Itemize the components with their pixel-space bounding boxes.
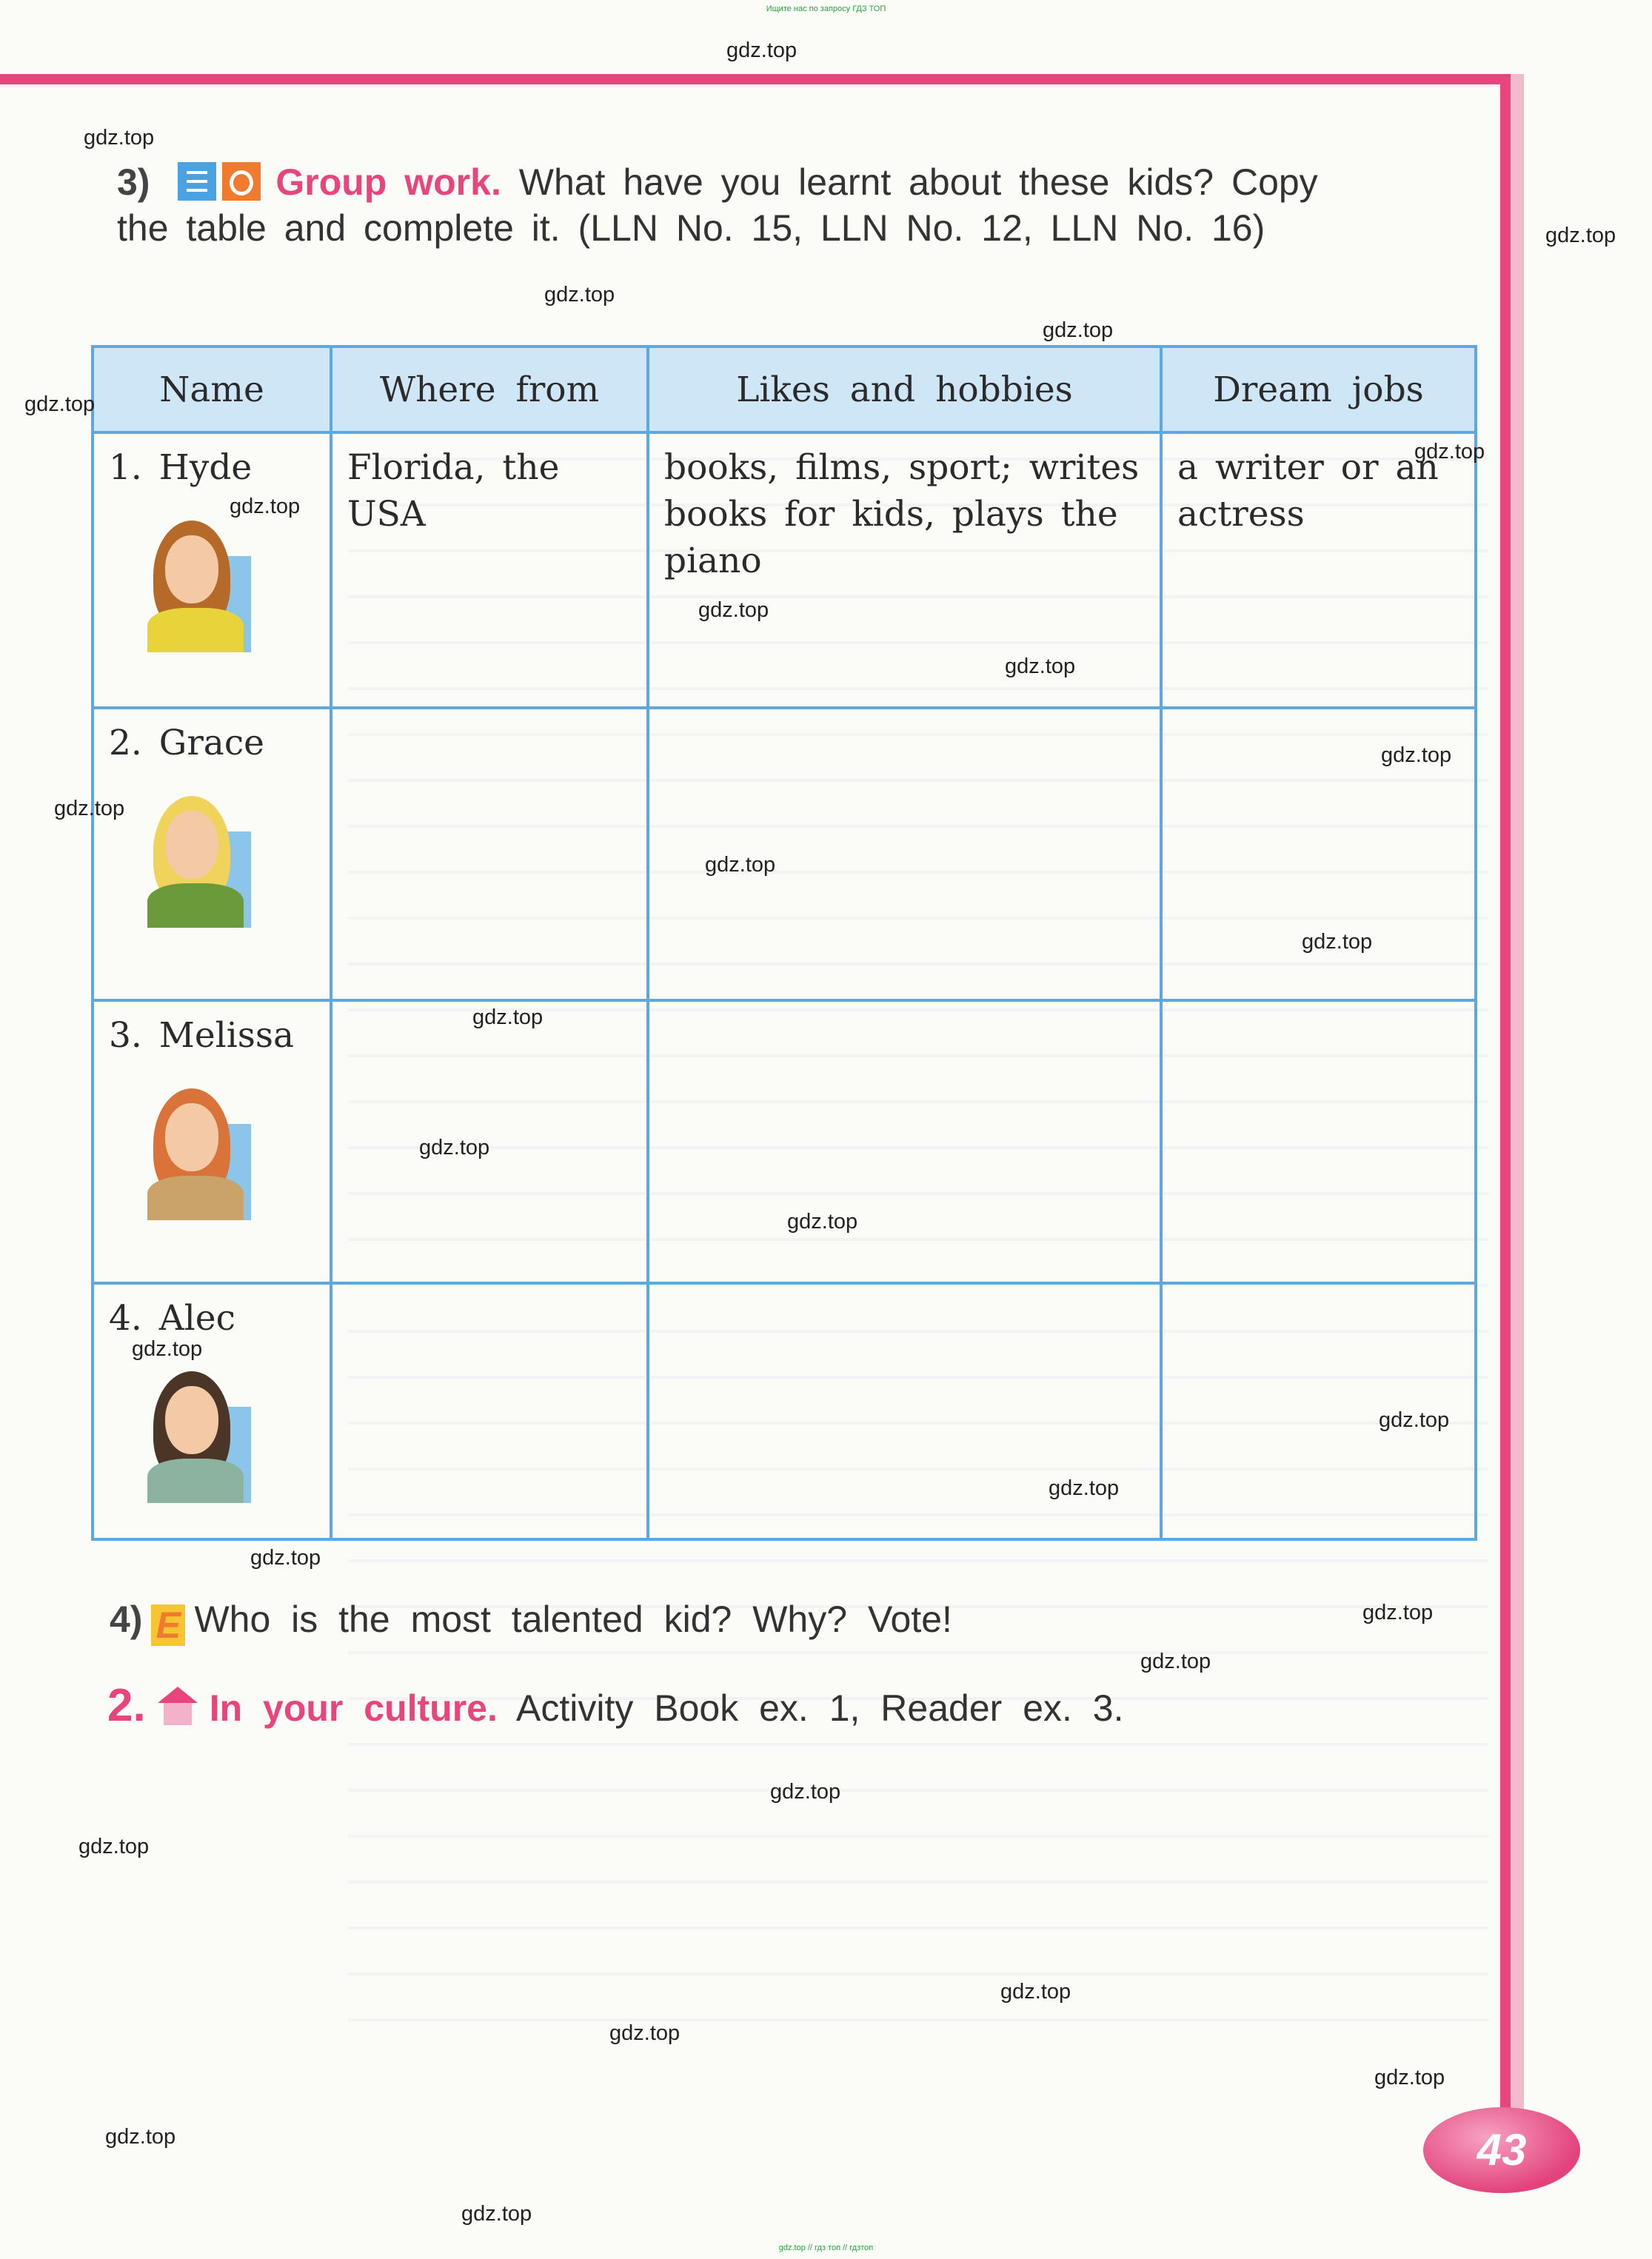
watermark: gdz.top — [1005, 655, 1076, 678]
task-2 — [107, 1679, 1123, 1732]
watermark: gdz.top — [705, 853, 776, 877]
watermark: gdz.top — [1302, 930, 1373, 954]
cell-dream-job — [1161, 1000, 1476, 1283]
watermark: gdz.top — [1379, 1408, 1450, 1432]
watermark: gdz.top — [250, 1546, 321, 1570]
cell-name — [93, 1283, 331, 1539]
cell-where-from — [331, 708, 648, 1000]
write-icon — [222, 162, 261, 201]
kid-portrait-hyde — [140, 504, 251, 652]
page-frame-top — [0, 74, 1511, 84]
kid-name: 2. Grace — [109, 723, 264, 763]
watermark: gdz.top — [132, 1337, 203, 1361]
watermark: gdz.top — [1000, 1980, 1071, 2004]
task-3-text: What have you learnt about these kids? Copy the table and complete it. (LLN No. 15, LLN No. 12, LLN No. 16) — [117, 161, 1318, 249]
task-4-number: 4) — [110, 1599, 143, 1640]
page-frame-shadow — [1511, 74, 1524, 2147]
extension-icon: E — [151, 1604, 185, 1646]
kid-name: 3. Melissa — [109, 1015, 295, 1056]
watermark: gdz.top — [1545, 224, 1616, 247]
watermark: gdz.top — [726, 39, 797, 62]
watermark: gdz.top — [54, 797, 125, 820]
header-likes-hobbies: Likes and hobbies — [648, 347, 1161, 432]
watermark: gdz.top — [461, 2202, 532, 2226]
watermark: gdz.top — [1043, 318, 1114, 342]
watermark: gdz.top — [419, 1136, 490, 1159]
watermark: gdz.top — [1140, 1650, 1211, 1673]
task-2-text: Activity Book ex. 1, Reader ex. 3. — [516, 1687, 1124, 1729]
cell-name — [93, 432, 331, 708]
watermark: gdz.top — [787, 1210, 858, 1234]
cell-likes: books, films, sport; writes books for kids, plays the piano — [648, 432, 1161, 708]
task-4-text: Who is the most talented kid? Why? Vote! — [194, 1599, 952, 1640]
cell-likes — [648, 1000, 1161, 1283]
page-frame-right — [1500, 74, 1511, 2147]
table-row — [93, 1283, 1476, 1539]
page-number: 43 — [1423, 2107, 1580, 2193]
kid-portrait-melissa — [140, 1072, 251, 1220]
task-4 — [110, 1598, 952, 1646]
cell-likes — [648, 1283, 1161, 1539]
watermark: gdz.top — [1362, 1601, 1434, 1624]
cell-where-from — [331, 1283, 648, 1539]
watermark: gdz.top — [78, 1835, 150, 1858]
header-where-from: Where from — [331, 347, 648, 432]
watermark: gdz.top — [609, 2021, 680, 2045]
watermark: gdz.top — [105, 2125, 176, 2149]
watermark: gdz.top — [1414, 440, 1485, 463]
task-2-number: 2. — [107, 1680, 146, 1731]
task-2-title: In your culture. — [209, 1687, 498, 1729]
watermark: gdz.top — [1381, 743, 1452, 767]
cell-name — [93, 1000, 331, 1283]
kids-table — [91, 345, 1477, 1541]
cell-dream-job: a writer or an actress — [1161, 432, 1476, 708]
watermark: gdz.top — [230, 495, 301, 518]
kid-portrait-alec — [140, 1355, 251, 1503]
cell-name — [93, 708, 331, 1000]
watermark: gdz.top — [24, 392, 96, 416]
watermark: gdz.top — [1374, 2066, 1445, 2089]
kid-name: 4. Alec — [109, 1298, 235, 1339]
watermark: gdz.top — [544, 283, 615, 307]
task-3 — [117, 159, 1331, 251]
list-icon — [178, 162, 216, 201]
table-row — [93, 432, 1476, 708]
watermark: gdz.top — [770, 1780, 841, 1804]
kid-name: 1. Hyde — [109, 447, 253, 488]
footer-note: gdz.top // гдз топ // гдзтоп — [778, 2243, 874, 2252]
table-header-row — [93, 347, 1476, 432]
task-3-number: 3) — [117, 161, 150, 203]
watermark: gdz.top — [472, 1005, 544, 1029]
table-row — [93, 708, 1476, 1000]
watermark: gdz.top — [84, 126, 155, 150]
kid-portrait-grace — [140, 780, 251, 928]
cell-where-from: Florida, the USA — [331, 432, 648, 708]
watermark: gdz.top — [698, 598, 769, 622]
task-3-title: Group work. — [275, 161, 501, 203]
header-name: Name — [93, 347, 331, 432]
header-dream-jobs: Dream jobs — [1161, 347, 1476, 432]
home-icon — [156, 1687, 199, 1725]
header-note: Ищите нас по запросу ГДЗ ТОП — [766, 4, 886, 13]
table-row — [93, 1000, 1476, 1283]
watermark: gdz.top — [1049, 1476, 1120, 1500]
